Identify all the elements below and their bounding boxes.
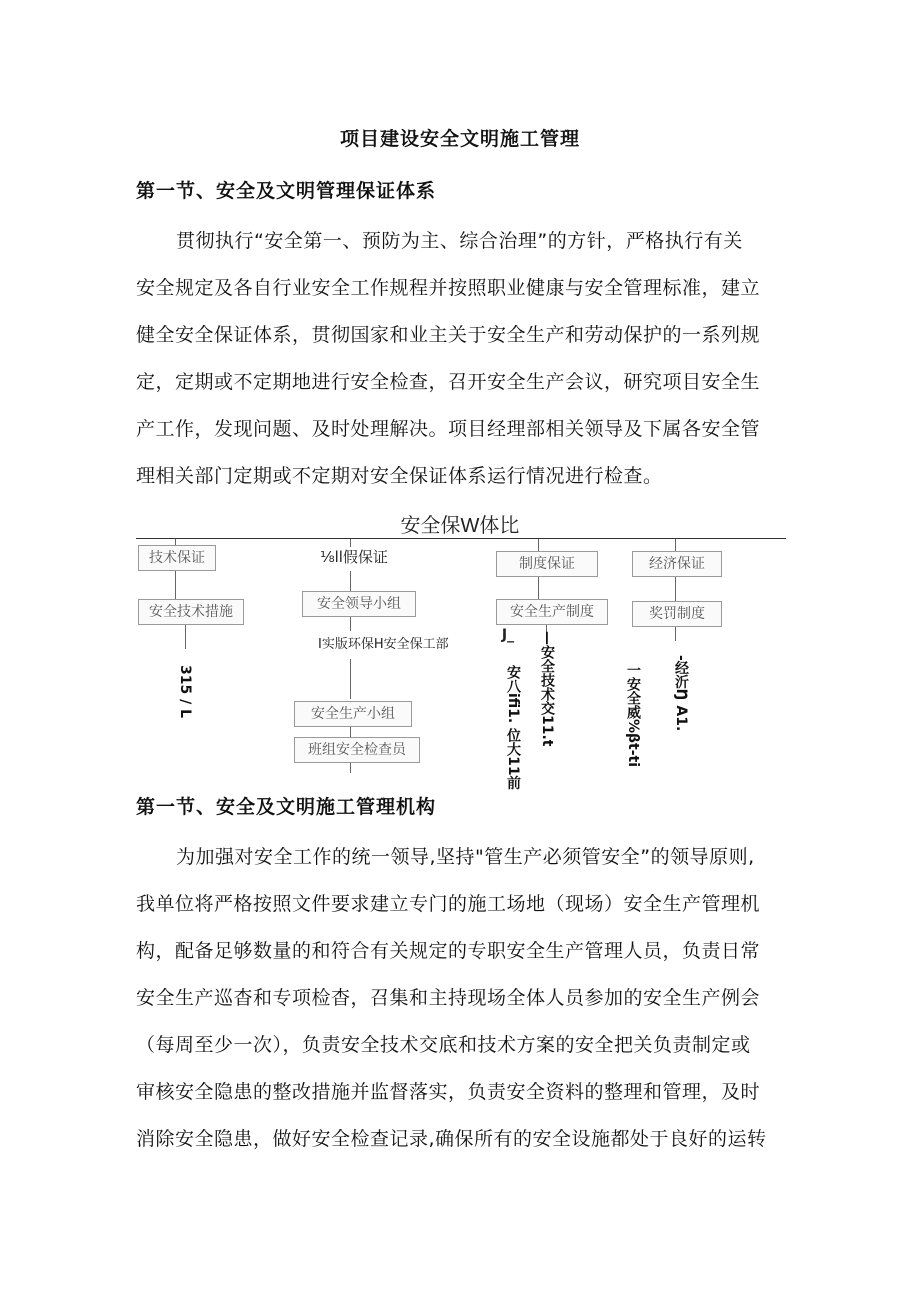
connector-line [675, 627, 676, 641]
economic-guarantee-box: 经济保证 [632, 551, 722, 577]
diagram-title: 安全保W体比 [400, 515, 520, 537]
tech-measures-box: 安全技术措施 [138, 599, 244, 625]
col3-mark: J_ [501, 627, 515, 643]
connector-line [350, 659, 351, 699]
col1-vertical-label: 315 / L [177, 665, 193, 719]
connector-line [350, 617, 351, 631]
paragraph-line: 审核安全隐患的整改措施并监督落实，负责安全资料的整理和管理，及时 [136, 1081, 761, 1103]
safety-system-diagram [130, 505, 790, 790]
col3-vertical-label-a: 安八ifi1. 位大11前 [505, 665, 521, 790]
paragraph-line: 贯彻执行“安全第一、预防为主、综合治理”的方针，严格执行有关 [176, 230, 743, 252]
connector-line [350, 727, 351, 737]
paragraph-line: 产工作，发现问题、及时处理解决。项目经理部相关领导及下属各安全管 [136, 418, 761, 440]
leadership-group-box: 安全领导小组 [302, 591, 416, 617]
paragraph-line: 我单位将严格按照文件要求建立专门的施工场地（现场）安全生产管理机 [136, 893, 761, 915]
paragraph-line: 消除安全隐患，做好安全检查记录,确保所有的安全设施都处于良好的运转 [136, 1128, 767, 1150]
col3-vertical-label-b: —安全技术交11.t [539, 631, 555, 747]
connector-line [538, 539, 539, 551]
connector-line [350, 571, 351, 591]
paragraph-line: 安全生产巡杳和专项检杳，召集和主持现场全体人员参加的安全生产例会 [136, 987, 761, 1009]
connector-line [675, 539, 676, 551]
paragraph-line: 定，定期或不定期地进行安全检查，召开安全生产会议，研究项目安全生 [136, 371, 761, 393]
paragraph-line: 健全安全保证体系，贯彻国家和业主关于安全生产和劳动保护的一系列规 [136, 324, 761, 346]
production-group-box: 安全生产小组 [294, 701, 412, 727]
connector-line [175, 571, 176, 599]
paragraph-line: 理相关部门定期或不定期对安全保证体系运行情况进行检查。 [136, 465, 663, 487]
tech-guarantee-box: 技术保证 [138, 545, 216, 571]
reward-penalty-box: 奖罚制度 [632, 601, 722, 627]
team-inspector-box: 班组安全检查员 [294, 737, 420, 763]
col4-vertical-label-a: 一安全威%βt-ti [625, 663, 641, 768]
paragraph-line: 安全规定及各自行业安全工作规程并按照职业健康与安全管理标准，建立 [136, 277, 761, 299]
paragraph-line: （每周至少一次），负责安全技术交底和技术方案的安全把关负责制定或 [136, 1034, 751, 1056]
connector-line [350, 763, 351, 773]
section1-heading: 第一节、安全及文明管理保证体系 [136, 180, 437, 202]
safety-dept-label: I实版环保H安全保工部 [318, 637, 449, 652]
document-title: 项目建设安全文明施工管理 [339, 128, 580, 150]
col4-vertical-label-b: -经沂Ŋ A1. [673, 655, 689, 732]
system-guarantee-box: 制度保证 [496, 551, 598, 577]
production-rules-box: 安全生产制度 [496, 599, 608, 625]
connector-line [675, 577, 676, 601]
paragraph-line: 为加强对安全工作的统一领导,坚持"管生产必须管安全”的领导原则, [176, 846, 755, 868]
connector-line [538, 577, 539, 599]
connector-line [185, 625, 186, 649]
diagram-top-rule [136, 538, 786, 539]
org-guarantee-box: ⅛ll假保证 [320, 548, 388, 566]
paragraph-line: 构，配备足够数量的和符合有关规定的专职安全生产管理人员，负责日常 [136, 940, 761, 962]
section2-heading: 第一节、安全及文明施工管理机构 [136, 796, 437, 818]
